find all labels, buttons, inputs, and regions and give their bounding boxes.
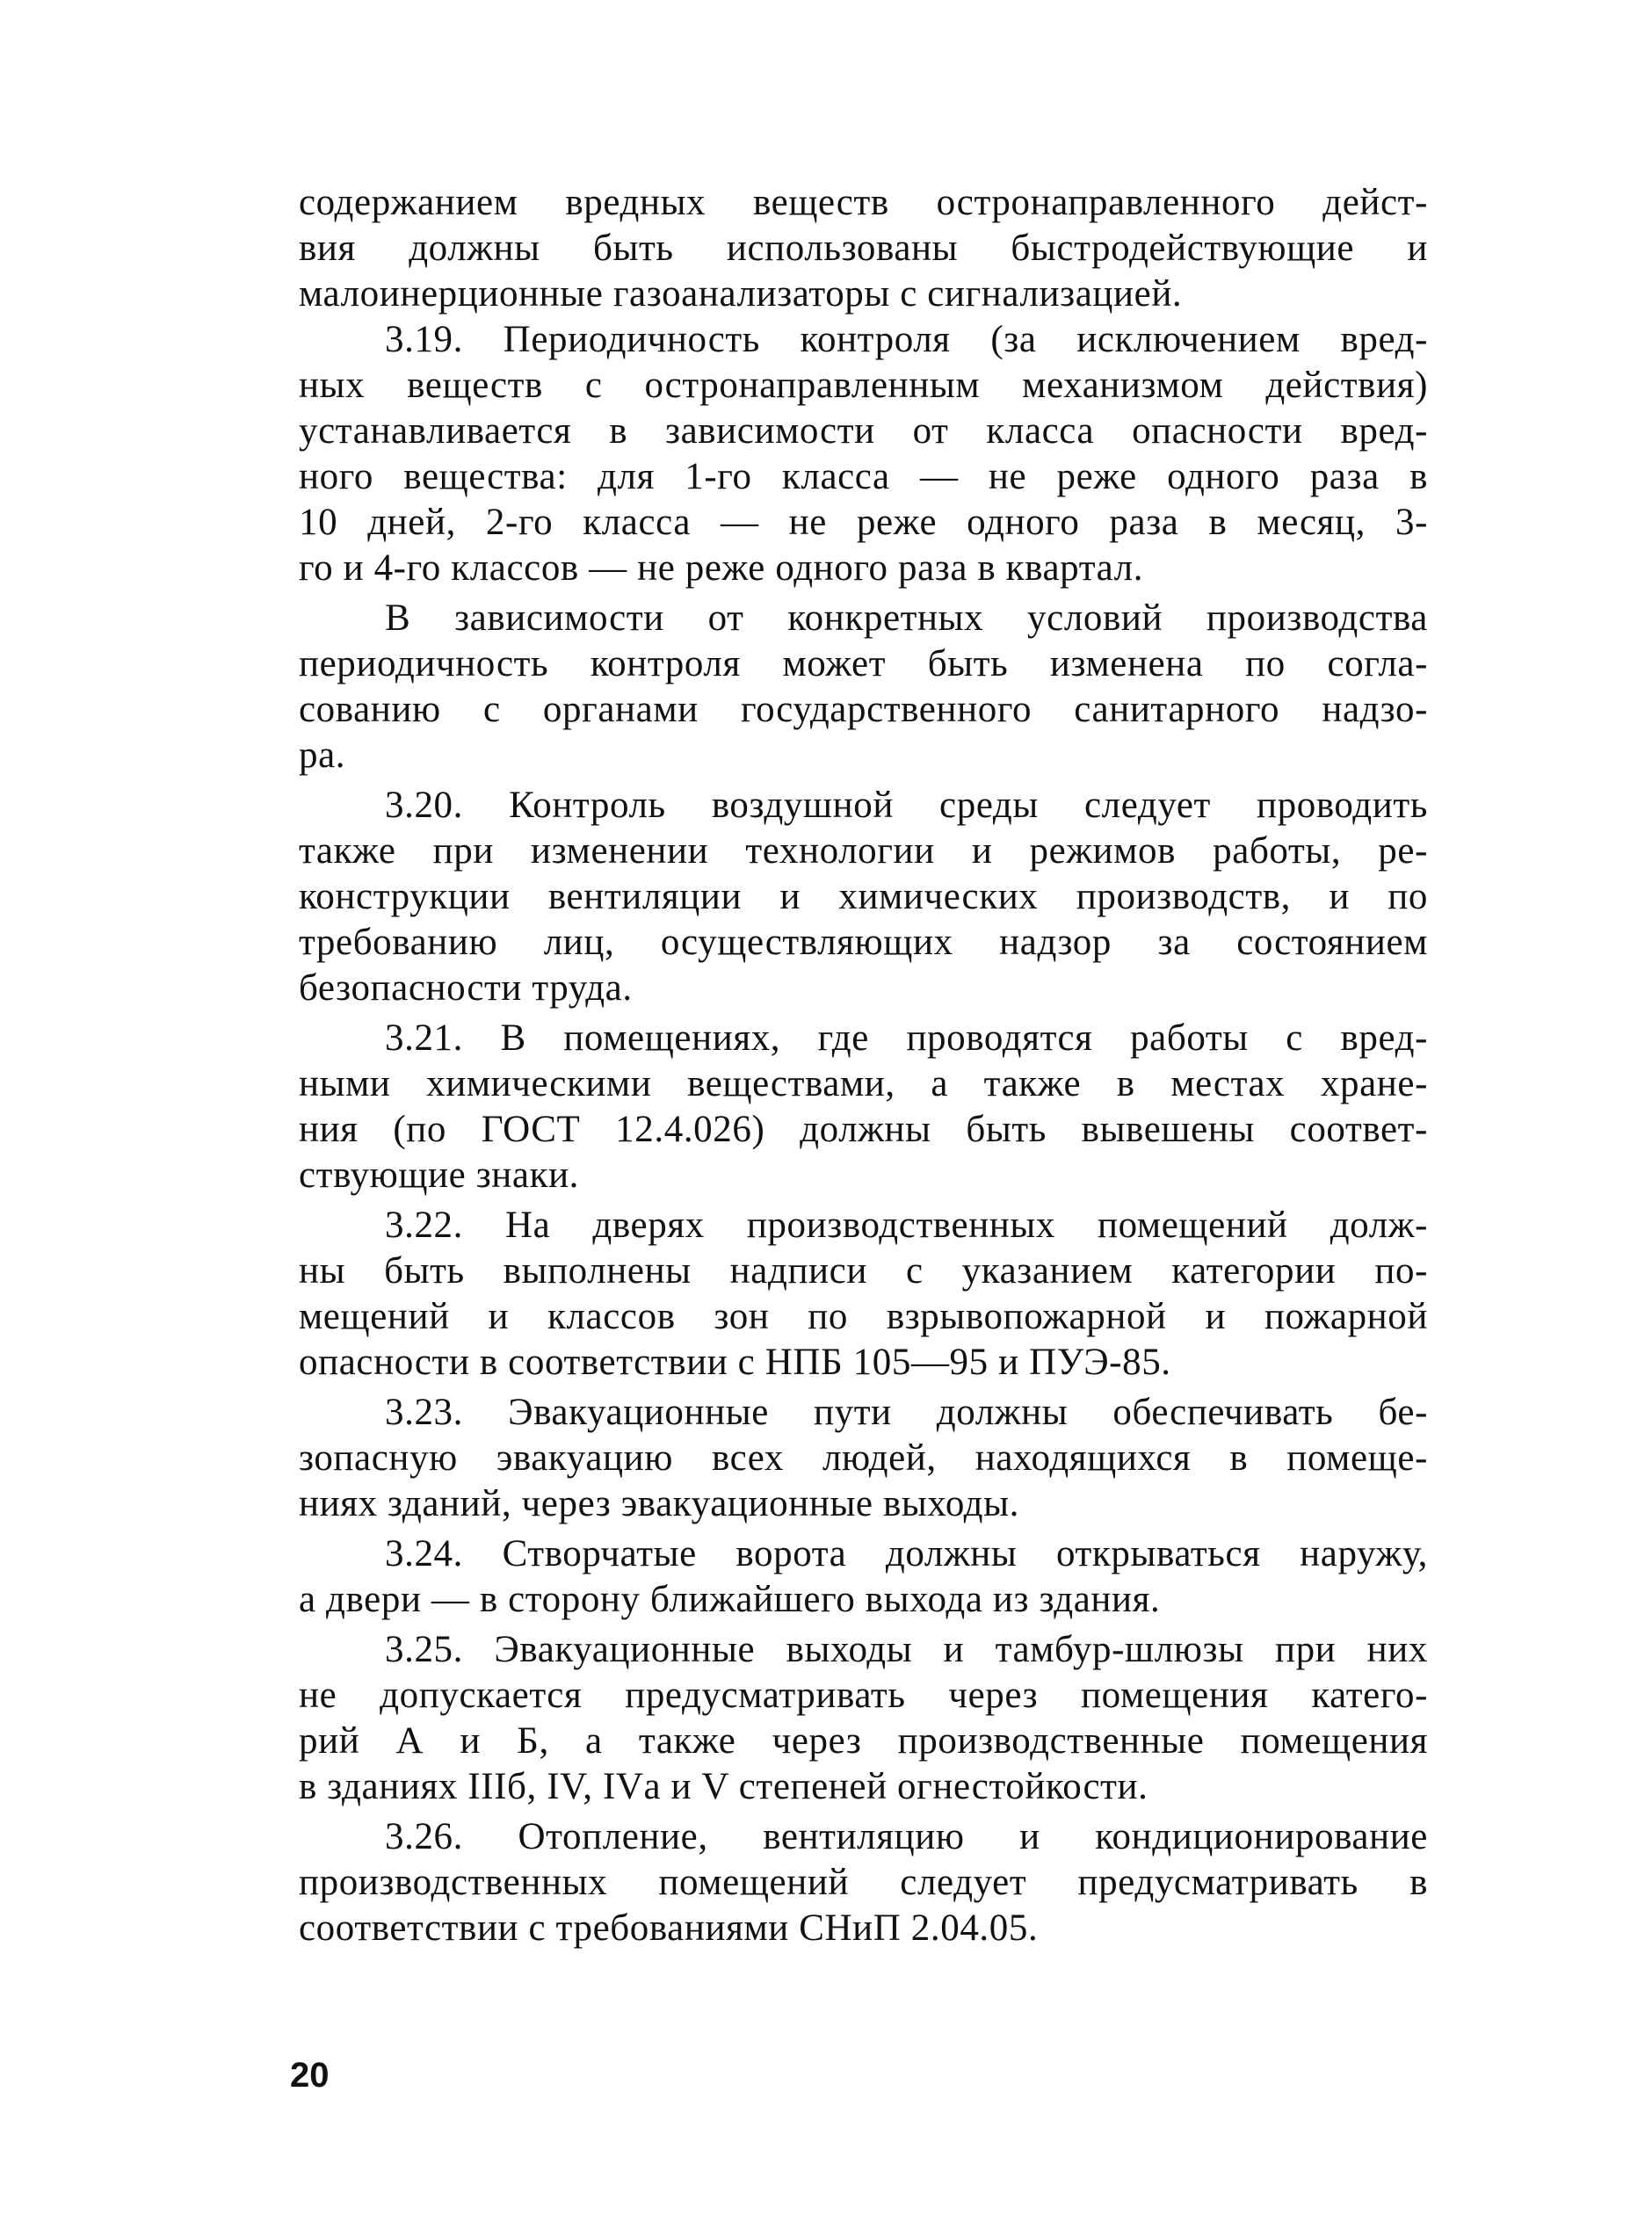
- text-line: опасности в соответствии с НПБ 105—95 и ПУЭ-85.: [299, 1342, 1171, 1383]
- text-line: ния (по ГОСТ 12.4.026) должны быть вывешены соответ-: [299, 1109, 1428, 1150]
- text-line: 3.24. Створчатые ворота должны открываться наружу,: [385, 1533, 1428, 1574]
- text-line: ны быть выполнены надписи с указанием категории по-: [299, 1250, 1428, 1292]
- text-line: содержанием вредных веществ остронаправленного дейст-: [299, 182, 1428, 223]
- text-line: малоинерционные газоанализаторы с сигнализацией.: [299, 273, 1183, 315]
- text-line: 3.23. Эвакуационные пути должны обеспечивать бе-: [385, 1392, 1428, 1433]
- text-line: конструкции вентиляции и химических производств, и по: [299, 876, 1428, 917]
- text-line: зопасную эвакуацию всех людей, находящихся в помеще-: [299, 1437, 1428, 1479]
- text-line: мещений и классов зон по взрывопожарной и пожарной: [299, 1296, 1428, 1337]
- text-line: ными химическими веществами, а также в местах хране-: [299, 1063, 1428, 1104]
- text-line: рий А и Б, а также через производственные помещения: [299, 1720, 1428, 1762]
- text-line: 3.22. На дверях производственных помещений долж-: [385, 1205, 1428, 1246]
- text-line: не допускается предусматривать через помещения катего-: [299, 1675, 1428, 1716]
- text-line: производственных помещений следует предусматривать в: [299, 1862, 1428, 1903]
- text-line: безопасности труда.: [299, 967, 633, 1009]
- text-line: вия должны быть использованы быстродействующие и: [299, 228, 1428, 269]
- text-line: требованию лиц, осуществляющих надзор за состоянием: [299, 922, 1428, 963]
- text-line: периодичность контроля может быть изменена по согла-: [299, 643, 1428, 684]
- text-line: 3.19. Периодичность контроля (за исключением вред-: [385, 319, 1428, 360]
- text-line: ниях зданий, через эвакуационные выходы.: [299, 1483, 1020, 1524]
- text-line: го и 4-го классов — не реже одного раза в квартал.: [299, 547, 1144, 589]
- text-line: В зависимости от конкретных условий производства: [385, 597, 1428, 639]
- text-line: 3.21. В помещениях, где проводятся работы с вред-: [385, 1017, 1428, 1059]
- text-line: ствующие знаки.: [299, 1154, 580, 1196]
- text-line: устанавливается в зависимости от класса опасности вред-: [299, 410, 1428, 452]
- page-number: 20: [290, 2056, 330, 2095]
- text-line: ра.: [299, 735, 346, 776]
- text-line: 3.25. Эвакуационные выходы и тамбур-шлюзы при них: [385, 1629, 1428, 1670]
- text-line: а двери — в сторону ближайшего выхода из здания.: [299, 1579, 1161, 1620]
- text-line: ных веществ с остронаправленным механизмом действия): [299, 365, 1428, 406]
- text-line: также при изменении технологии и режимов работы, ре-: [299, 830, 1428, 872]
- text-line: 3.20. Контроль воздушной среды следует проводить: [385, 785, 1428, 826]
- text-line: соответствии с требованиями СНиП 2.04.05.: [299, 1907, 1039, 1949]
- text-line: в зданиях IIIб, IV, IVа и V степеней огнестойкости.: [299, 1766, 1148, 1807]
- text-line: 10 дней, 2-го класса — не реже одного раза в месяц, 3-: [299, 502, 1428, 543]
- text-line: ного вещества: для 1-го класса — не реже одного раза в: [299, 456, 1428, 497]
- text-line: 3.26. Отопление, вентиляцию и кондиционирование: [385, 1816, 1428, 1857]
- text-line: сованию с органами государственного санитарного надзо-: [299, 689, 1428, 730]
